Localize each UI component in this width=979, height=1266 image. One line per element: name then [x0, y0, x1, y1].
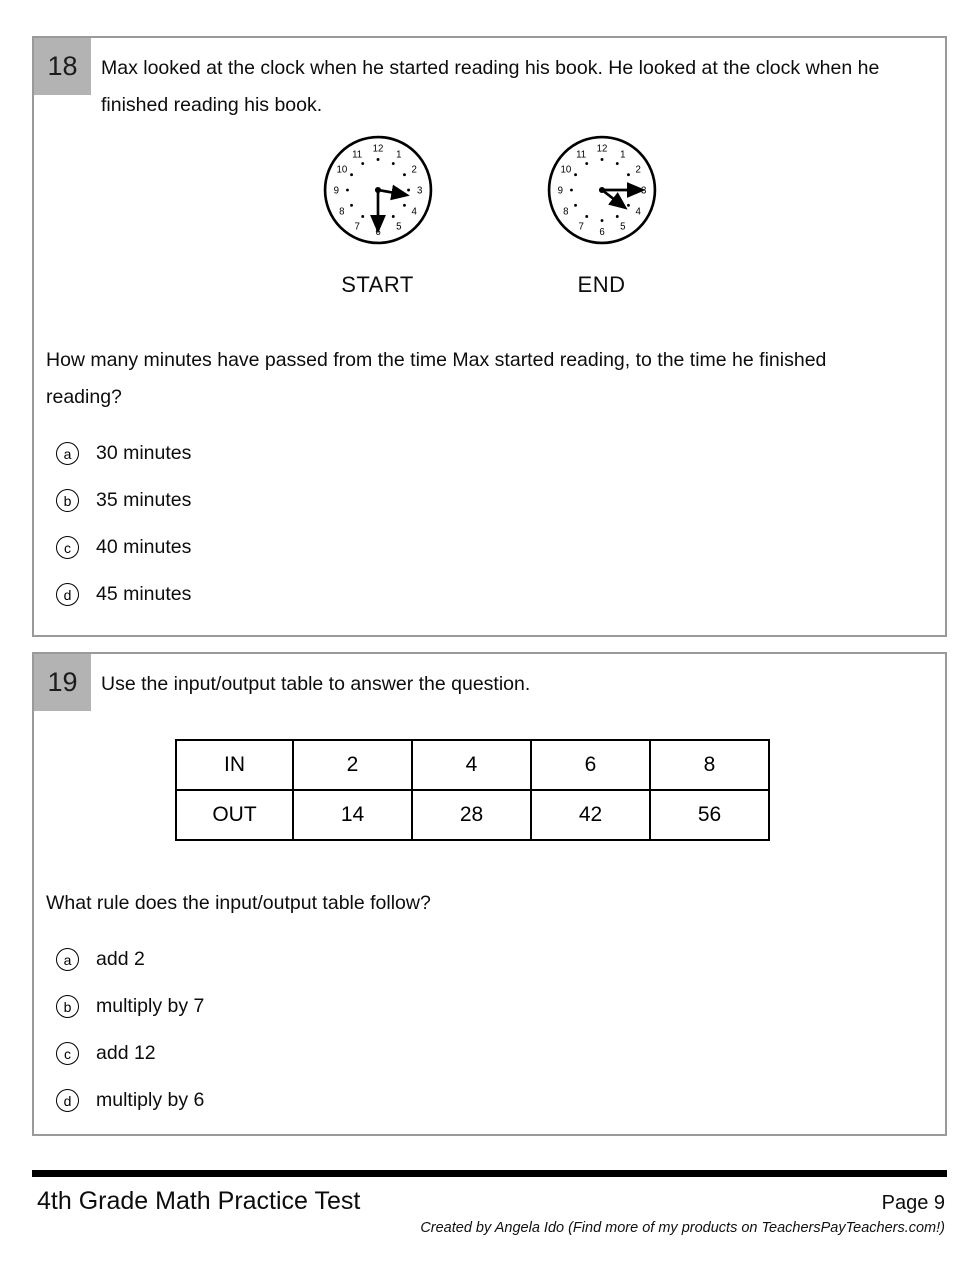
choice-a-text: add 2 — [96, 948, 145, 970]
question-18-text: How many minutes have passed from the time Max started reading, to the time he finished reading? — [46, 349, 827, 408]
choice-a — [56, 936, 945, 983]
svg-text:8: 8 — [562, 206, 569, 218]
choice-c-circle: c — [56, 536, 79, 559]
start-clock-icon — [322, 134, 434, 246]
footer-credit: Created by Angela Ido (Find more of my products on TeachersPayTeachers.com!) — [420, 1220, 945, 1236]
footer-row — [37, 1187, 945, 1216]
choice-c-text: 40 minutes — [96, 536, 192, 558]
clocks-row — [34, 134, 945, 298]
svg-text:5: 5 — [395, 221, 402, 233]
footer-title: 4th Grade Math Practice Test — [37, 1187, 361, 1215]
svg-text:1: 1 — [395, 149, 402, 161]
table-cell: 2 — [293, 740, 412, 790]
svg-text:6: 6 — [598, 227, 605, 239]
choice-c — [56, 524, 945, 571]
table-cell: 4 — [412, 740, 531, 790]
start-clock-label: START — [341, 272, 414, 297]
svg-text:2: 2 — [410, 164, 417, 176]
table-row — [176, 740, 769, 790]
svg-text:12: 12 — [372, 143, 383, 155]
choice-d-circle: d — [56, 583, 79, 606]
footer-divider-bar — [32, 1170, 947, 1177]
question-19-prompt: Use the input/output table to answer the question. — [101, 673, 531, 695]
end-clock-icon — [546, 134, 658, 246]
svg-text:9: 9 — [333, 185, 339, 197]
choice-a-circle: a — [56, 948, 79, 971]
choice-b-circle: b — [56, 995, 79, 1018]
end-clock-label: END — [577, 272, 626, 297]
choice-b-text: multiply by 7 — [96, 995, 205, 1017]
table-cell: IN — [176, 740, 293, 790]
table-cell: 42 — [531, 790, 650, 840]
page-number: Page 9 — [881, 1192, 945, 1214]
choice-b-circle: b — [56, 489, 79, 512]
question-19-header — [34, 654, 945, 711]
choice-b — [56, 983, 945, 1030]
svg-text:12: 12 — [596, 143, 607, 155]
choice-d-text: 45 minutes — [96, 583, 192, 605]
svg-text:11: 11 — [575, 149, 586, 161]
question-18-number-badge: 18 — [34, 38, 91, 95]
choice-b-text: 35 minutes — [96, 489, 192, 511]
svg-text:3: 3 — [416, 185, 422, 197]
question-19-choices — [56, 936, 945, 1124]
question-19-number-badge: 19 — [34, 654, 91, 711]
choice-a-circle: a — [56, 442, 79, 465]
question-19-text: What rule does the input/output table follow? — [46, 892, 431, 914]
choice-a — [56, 430, 945, 477]
question-18-prompt: Max looked at the clock when he started reading his book. He looked at the clock when he finished reading his book. — [101, 57, 880, 116]
svg-text:10: 10 — [559, 164, 571, 176]
choice-c — [56, 1030, 945, 1077]
svg-text:9: 9 — [557, 185, 563, 197]
start-clock-block — [322, 134, 434, 298]
input-output-table — [175, 739, 770, 841]
table-row — [176, 790, 769, 840]
choice-d — [56, 571, 945, 618]
svg-text:5: 5 — [619, 221, 626, 233]
svg-text:7: 7 — [353, 221, 360, 233]
svg-text:10: 10 — [335, 164, 347, 176]
svg-text:7: 7 — [577, 221, 584, 233]
choice-b — [56, 477, 945, 524]
svg-text:11: 11 — [351, 149, 362, 161]
svg-text:2: 2 — [634, 164, 641, 176]
table-cell: 28 — [412, 790, 531, 840]
question-18-choices — [56, 430, 945, 618]
table-cell: OUT — [176, 790, 293, 840]
question-18-box — [32, 36, 947, 637]
table-cell: 14 — [293, 790, 412, 840]
choice-c-circle: c — [56, 1042, 79, 1065]
svg-text:1: 1 — [619, 149, 626, 161]
table-cell: 6 — [531, 740, 650, 790]
question-19-box — [32, 652, 947, 1136]
table-cell: 8 — [650, 740, 769, 790]
choice-a-text: 30 minutes — [96, 442, 192, 464]
choice-d — [56, 1077, 945, 1124]
choice-d-circle: d — [56, 1089, 79, 1112]
choice-c-text: add 12 — [96, 1042, 156, 1064]
question-18-header — [34, 38, 945, 124]
svg-text:4: 4 — [634, 206, 641, 218]
svg-text:3: 3 — [640, 185, 646, 197]
end-clock-block — [546, 134, 658, 298]
svg-text:6: 6 — [374, 227, 381, 239]
svg-text:4: 4 — [410, 206, 417, 218]
choice-d-text: multiply by 6 — [96, 1089, 205, 1111]
svg-text:8: 8 — [338, 206, 345, 218]
table-cell: 56 — [650, 790, 769, 840]
